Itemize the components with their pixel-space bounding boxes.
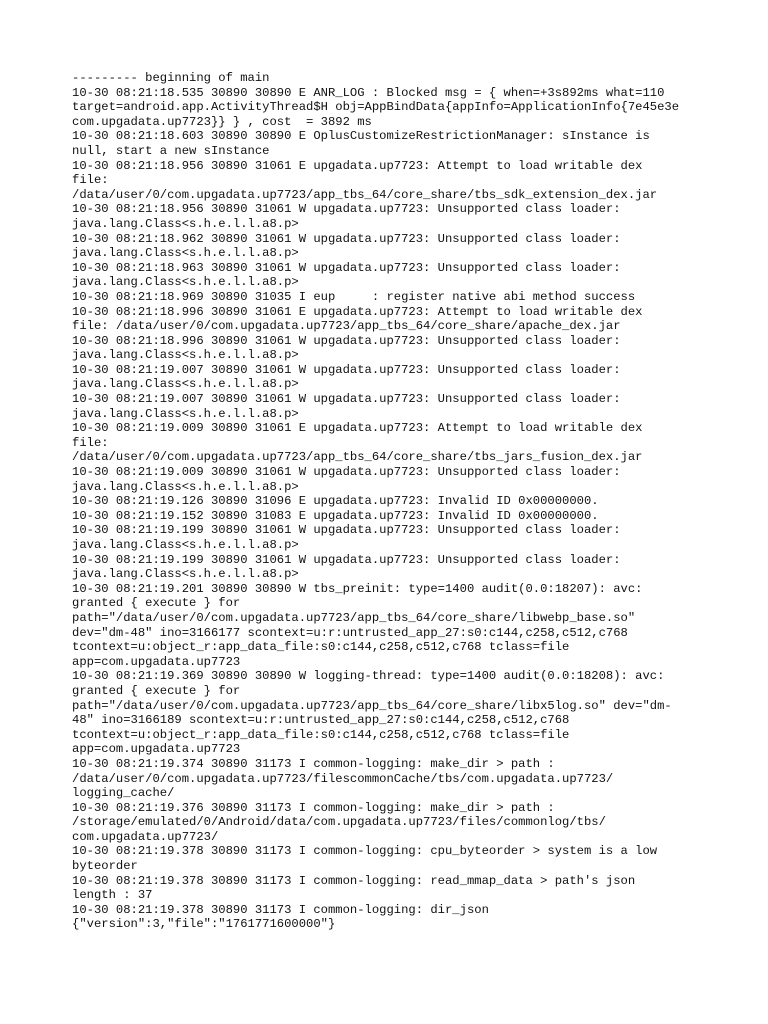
log-line: 10-30 08:21:18.603 30890 30890 E OplusCustomizeRestrictionManager: sInstance is (72, 129, 650, 144)
log-line: 10-30 08:21:19.199 30890 31061 W upgadata.up7723: Unsupported class loader: (72, 552, 621, 567)
log-line: file: (72, 173, 109, 188)
log-line: --------- beginning of main (72, 71, 270, 85)
log-line: java.lang.Class<s.h.e.l.l.a8.p> (72, 406, 299, 421)
log-line: app=com.upgadata.up7723 (72, 742, 241, 757)
log-line: 10-30 08:21:18.535 30890 30890 E ANR_LOG : Blocked msg = { when=+3s892ms what=110 (72, 85, 665, 100)
log-line: /storage/emulated/0/Android/data/com.upgadata.up7723/files/commonlog/tbs/ (72, 815, 606, 830)
log-line: file: /data/user/0/com.upgadata.up7723/app_tbs_64/core_share/apache_dex.jar (72, 319, 621, 334)
log-line: 10-30 08:21:19.369 30890 30890 W logging-thread: type=1400 audit(0.0:18208): avc: (72, 669, 665, 684)
log-line: 10-30 08:21:19.374 30890 31173 I common-logging: make_dir > path : (72, 756, 555, 771)
log-line: 10-30 08:21:19.378 30890 31173 I common-logging: read_mmap_data > path's json (72, 873, 636, 888)
log-line: 48" ino=3166189 scontext=u:r:untrusted_app_27:s0:c144,c258,c512,c768 (72, 713, 570, 728)
log-line: java.lang.Class<s.h.e.l.l.a8.p> (72, 479, 299, 494)
log-line: {"version":3,"file":"1761771600000"} (72, 917, 336, 932)
log-line: 10-30 08:21:18.956 30890 31061 E upgadata.up7723: Attempt to load writable dex (72, 158, 643, 173)
log-line: 10-30 08:21:19.009 30890 31061 E upgadata.up7723: Attempt to load writable dex (72, 421, 643, 436)
log-line: app=com.upgadata.up7723 (72, 654, 241, 669)
log-line: java.lang.Class<s.h.e.l.l.a8.p> (72, 538, 299, 552)
log-line: 10-30 08:21:19.126 30890 31096 E upgadata.up7723: Invalid ID 0x00000000. (72, 494, 599, 509)
log-line: 10-30 08:21:19.378 30890 31173 I common-logging: dir_json (72, 902, 489, 917)
log-line: 10-30 08:21:19.152 30890 31083 E upgadata.up7723: Invalid ID 0x00000000. (72, 508, 599, 523)
log-line: tcontext=u:object_r:app_data_file:s0:c144,c258,c512,c768 tclass=file (72, 727, 570, 742)
log-line: 10-30 08:21:18.963 30890 31061 W upgadata.up7723: Unsupported class loader: (72, 260, 621, 275)
log-line: 10-30 08:21:19.199 30890 31061 W upgadata.up7723: Unsupported class loader: (72, 523, 621, 538)
log-line: 10-30 08:21:19.007 30890 31061 W upgadata.up7723: Unsupported class loader: (72, 362, 621, 377)
log-line: 10-30 08:21:18.956 30890 31061 W upgadata.up7723: Unsupported class loader: (72, 202, 621, 217)
log-line: logging_cache/ (72, 786, 175, 801)
log-document (72, 71, 712, 932)
log-line: path="/data/user/0/com.upgadata.up7723/app_tbs_64/core_share/libwebp_base.so" (72, 610, 636, 625)
log-line: granted { execute } for (72, 683, 241, 698)
log-line: file: (72, 435, 109, 450)
log-line: java.lang.Class<s.h.e.l.l.a8.p> (72, 246, 299, 261)
log-line: 10-30 08:21:18.996 30890 31061 W upgadata.up7723: Unsupported class loader: (72, 333, 621, 348)
log-line: granted { execute } for (72, 596, 241, 611)
log-line: tcontext=u:object_r:app_data_file:s0:c144,c258,c512,c768 tclass=file (72, 640, 570, 655)
log-line: 10-30 08:21:19.201 30890 30890 W tbs_preinit: type=1400 audit(0.0:18207): avc: (72, 581, 643, 596)
log-line: 10-30 08:21:19.007 30890 31061 W upgadata.up7723: Unsupported class loader: (72, 392, 621, 407)
log-line: com.upgadata.up7723}} } , cost = 3892 ms (72, 114, 372, 129)
log-line: java.lang.Class<s.h.e.l.l.a8.p> (72, 348, 299, 363)
log-line: path="/data/user/0/com.upgadata.up7723/app_tbs_64/core_share/libx5log.so" dev="dm- (72, 698, 672, 713)
log-line: java.lang.Class<s.h.e.l.l.a8.p> (72, 567, 299, 582)
log-line: com.upgadata.up7723/ (72, 829, 219, 844)
log-line: java.lang.Class<s.h.e.l.l.a8.p> (72, 275, 299, 290)
log-line: dev="dm-48" ino=3166177 scontext=u:r:untrusted_app_27:s0:c144,c258,c512,c768 (72, 625, 628, 640)
log-line: 10-30 08:21:19.009 30890 31061 W upgadata.up7723: Unsupported class loader: (72, 465, 621, 480)
log-line: /data/user/0/com.upgadata.up7723/filescommonCache/tbs/com.upgadata.up7723/ (72, 771, 614, 786)
log-line: java.lang.Class<s.h.e.l.l.a8.p> (72, 377, 299, 392)
log-line: 10-30 08:21:18.996 30890 31061 E upgadata.up7723: Attempt to load writable dex (72, 304, 643, 319)
log-line: 10-30 08:21:18.969 30890 31035 I eup : register native abi method success (72, 289, 636, 304)
log-line: target=android.app.ActivityThread$H obj=AppBindData{appInfo=ApplicationInfo{7e45e3e (72, 100, 680, 115)
log-line: /data/user/0/com.upgadata.up7723/app_tbs_64/core_share/tbs_sdk_extension_dex.jar (72, 187, 658, 202)
log-line: 10-30 08:21:19.376 30890 31173 I common-logging: make_dir > path : (72, 800, 555, 815)
log-line: 10-30 08:21:18.962 30890 31061 W upgadata.up7723: Unsupported class loader: (72, 231, 621, 246)
log-line: 10-30 08:21:19.378 30890 31173 I common-logging: cpu_byteorder > system is a low (72, 844, 658, 859)
log-line: length : 37 (72, 888, 153, 903)
log-line: byteorder (72, 859, 138, 874)
log-line: /data/user/0/com.upgadata.up7723/app_tbs_64/core_share/tbs_jars_fusion_dex.jar (72, 450, 643, 465)
log-line: java.lang.Class<s.h.e.l.l.a8.p> (72, 216, 299, 231)
log-line: null, start a new sInstance (72, 143, 270, 158)
